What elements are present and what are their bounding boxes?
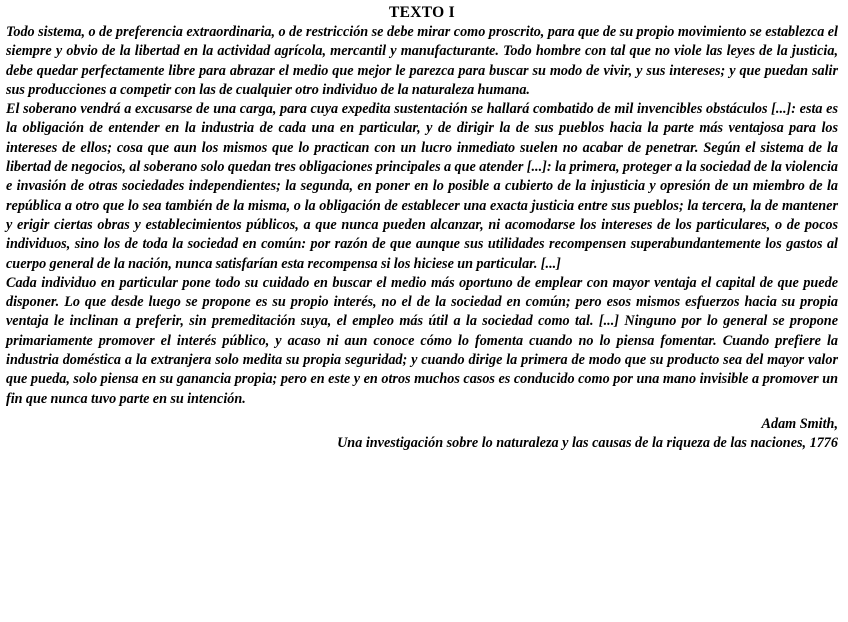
author-signature: Adam Smith, — [761, 415, 838, 432]
paragraph-2: El soberano vendrá a excusarse de una carga, para cuya expedita sustentación se hallará combatido de mil invencibles obstáculos [...]: esta es la obligación de entender en la industria de cada una en particular, y de dirigir la de sus pueblos hacia la parte más ventajosa para los intereses de ellos; cosa que aun los mismos que lo practican con un lucro inmediato suelen no acabar de penetrar. Según el sistema de la libertad de negocios, al soberano solo quedan tres obligaciones principales a que atender [...]: la primera, proteger a la sociedad de la violencia e invasión de otras sociedades independientes; la segunda, en poner en lo posible a cubierto de la injusticia y opresión de un miembro de la república a otro que lo sea también de la misma, o la obligación de establecer una exacta justicia entre sus pueblos; la tercera, la de mantener y erigir ciertas obras y establecimientos públicos, a que nunca pueden alcanzar, ni acomodarse los intereses de los particulares, o de pocos individuos, sino los de toda la sociedad en común: por razón de que aunque sus utilidades recompensen superabundantemente los gastos al cuerpo general de la nación, nunca satisfarían esta recompensa si los hiciese un particular. [...] — [6, 101, 838, 272]
paragraph-3: Cada individuo en particular pone todo su cuidado en buscar el medio más oportuno de emplear con mayor ventaja el capital de que puede disponer. Lo que desde luego se propone es su propio interés, no el de la sociedad en común; pero esos mismos esfuerzos hacia su propia ventaja le inclinan a preferir, sin premeditación suya, el empleo más útil a la sociedad como tal. [...] Ninguno por lo general se propone primariamente promover el interés público, y acaso ni aun conoce cómo lo fomenta cuando no lo piensa fomentar. Cuando prefiere la industria doméstica a la extranjera solo medita su propia seguridad; y cuando dirige la primera de modo que su producto sea del mayor valor que pueda, solo piensa en su ganancia propia; pero en este y en otros muchos casos es conducido como por una mano invisible a promover un fin que nunca tuvo parte en su intención. — [6, 274, 838, 407]
paragraph-1: Todo sistema, o de preferencia extraordinaria, o de restricción se debe mirar como proscrito, para que de su propio movimiento se establezca el siempre y obvio de la libertad en la actividad agrícola, mercantil y manufacturante. Todo hombre con tal que no viole las leyes de la justicia, debe quedar perfectamente libre para abrazar el medio que mejor le parezca para buscar su modo de vivir, y sus intereses; y que puedan salir sus producciones a competir con las de cualquier otro individuo de la naturaleza humana. — [6, 24, 838, 98]
document-title: TEXTO I — [389, 4, 455, 21]
document-page — [6, 4, 838, 454]
source-citation: Una investigación sobre lo naturaleza y las causas de la riqueza de las naciones, 1776 — [337, 435, 838, 452]
